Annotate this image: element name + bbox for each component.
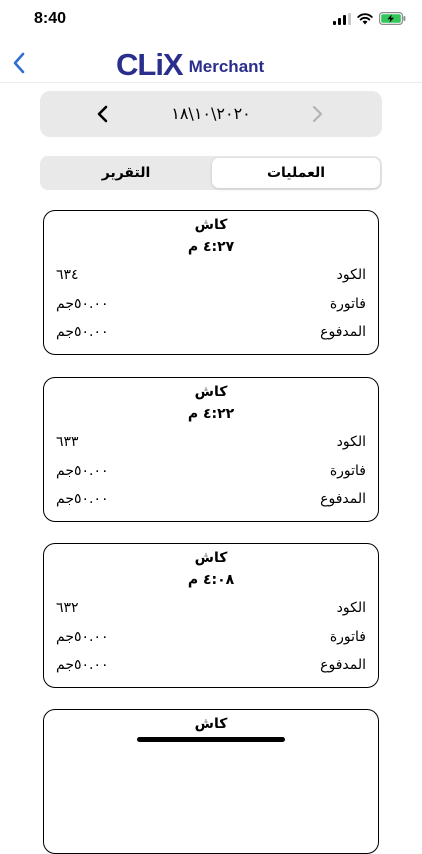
- chevron-left-icon: [12, 52, 26, 74]
- invoice-row: [56, 463, 366, 483]
- status-icons: [333, 12, 406, 25]
- code-label: الكود: [336, 600, 366, 616]
- back-button[interactable]: [6, 48, 32, 78]
- home-indicator: [137, 737, 285, 742]
- tab-operations[interactable]: العمليات: [212, 158, 380, 188]
- transaction-card[interactable]: [43, 709, 379, 854]
- code-label: الكود: [336, 434, 366, 450]
- paid-label: المدفوع: [320, 491, 366, 507]
- wifi-icon: [357, 13, 373, 25]
- transaction-time: ٤:٠٨ م: [187, 572, 235, 588]
- transaction-card[interactable]: [43, 377, 379, 522]
- code-row: [56, 434, 366, 454]
- brand-logo-suffix: Merchant: [188, 57, 265, 76]
- code-value: ٦٣٢: [56, 600, 79, 616]
- paid-value: ٥٠.٠٠جم: [56, 491, 109, 507]
- transaction-time: ٤:٢٧ م: [187, 239, 235, 255]
- battery-charging-icon: [379, 12, 406, 25]
- paid-label: المدفوع: [320, 657, 366, 673]
- invoice-label: فاتورة: [329, 463, 366, 479]
- invoice-row: [56, 296, 366, 316]
- date-picker: [40, 91, 382, 137]
- status-bar: [0, 0, 422, 44]
- paid-value: ٥٠.٠٠جم: [56, 324, 109, 340]
- paid-row: [56, 657, 366, 677]
- code-row: [56, 600, 366, 620]
- code-label: الكود: [336, 267, 366, 283]
- transaction-card[interactable]: [43, 543, 379, 688]
- payment-type: كاش: [194, 716, 228, 732]
- date-label: ٢٠٢٠\١٠\١٨: [171, 104, 251, 123]
- code-value: ٦٣٣: [56, 434, 79, 450]
- signal-icon: [333, 13, 351, 25]
- chevron-right-icon: [310, 103, 324, 125]
- payment-type: كاش: [194, 384, 228, 400]
- transaction-time: ٤:٢٢ م: [187, 406, 235, 422]
- next-date-button[interactable]: [310, 103, 324, 129]
- brand-logo-mark: CLiX: [116, 47, 183, 82]
- nav-bar: [0, 44, 422, 83]
- code-row: [56, 267, 366, 287]
- payment-type: كاش: [194, 217, 228, 233]
- invoice-label: فاتورة: [329, 296, 366, 312]
- paid-row: [56, 491, 366, 511]
- paid-value: ٥٠.٠٠جم: [56, 657, 109, 673]
- invoice-value: ٥٠.٠٠جم: [56, 296, 109, 312]
- segmented-control: [40, 156, 382, 190]
- code-value: ٦٣٤: [56, 267, 79, 283]
- payment-type: كاش: [194, 550, 228, 566]
- brand-logo: [116, 46, 264, 80]
- paid-row: [56, 324, 366, 344]
- transaction-card[interactable]: [43, 210, 379, 355]
- invoice-label: فاتورة: [329, 629, 366, 645]
- tab-report[interactable]: التقرير: [101, 165, 151, 181]
- paid-label: المدفوع: [320, 324, 366, 340]
- invoice-value: ٥٠.٠٠جم: [56, 629, 109, 645]
- invoice-row: [56, 629, 366, 649]
- invoice-value: ٥٠.٠٠جم: [56, 463, 109, 479]
- status-time: 8:40: [34, 10, 67, 27]
